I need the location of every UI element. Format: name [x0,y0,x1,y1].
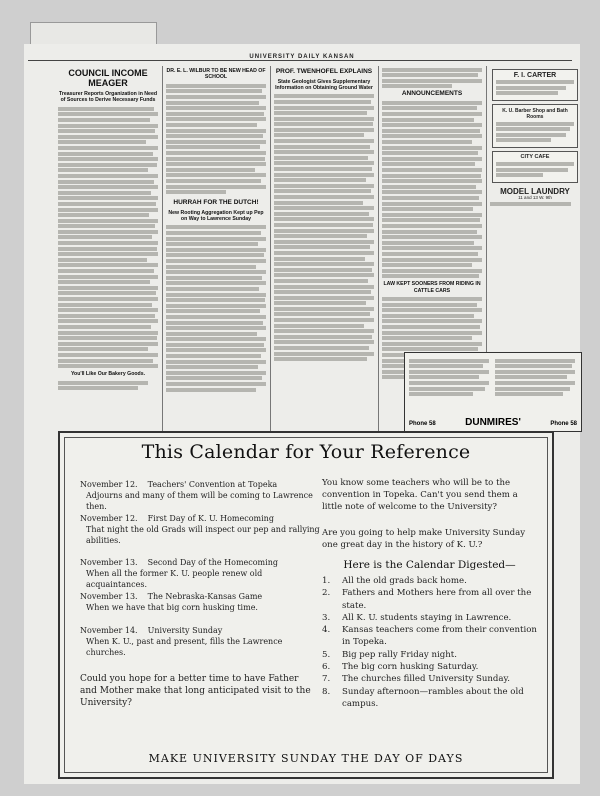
dutch-subhead: New Rooting Aggregation Kept up Pep on Way to Lawrence Sunday [168,209,264,222]
page-tab [30,22,157,45]
calendar-footer: MAKE UNIVERSITY SUNDAY THE DAY OF DAYS [148,752,464,765]
council-subhead: Treasurer Reports Organization in Need of Sources to Derive Necessary Funds [58,91,157,104]
header-rule [28,60,572,61]
council-headline: COUNCIL INCOME MEAGER [68,68,148,88]
column-rule [270,66,271,432]
digest-num: 4. [322,625,331,636]
announcements-body [382,101,482,278]
digest-num: 8. [322,686,331,697]
event-title: The Nebraska-Kansas Game [147,592,263,601]
calendar-event [80,513,320,546]
wilbur-body [166,84,266,194]
twenhofel-headline: PROF. TWENHOFEL EXPLAINS [275,68,373,75]
column-council [58,66,158,432]
column-twenhofel [274,66,374,432]
digest-num: 3. [322,612,331,623]
wilbur-headline: DR. E. L. WILBUR TO BE NEW HEAD OF SCHOOL [166,68,266,81]
event-date: November 13. [80,558,138,567]
twenhofel-subhead: State Geologist Gives Supplementary Information on Obtaining Ground Water [275,78,373,91]
calendar-event [80,557,320,590]
calendar-title: This Calendar for Your Reference [141,441,471,463]
digest-text: Kansas teachers come from their convention in Topeka. [342,625,537,648]
digest-list [322,575,537,710]
digest-item [322,661,537,673]
digest-item [322,686,537,711]
event-title: Second Day of the Homecoming [147,558,278,567]
event-detail: That night the old Grads will inspect our pep and rallying abilities. [86,525,320,545]
digest-title: Here is the Calendar Digested— [343,559,516,571]
column-rule [162,66,163,432]
cafe-title: CITY CAFE [520,153,550,160]
digest-text: All the old grads back home. [342,576,467,586]
bakery-tagline: You'll Like Our Bakery Goods. [70,371,146,378]
digest-text: The churches filled University Sunday. [342,674,510,685]
twenhofel-body [274,94,374,361]
digest-item [322,575,537,587]
digest-num: 1. [322,576,331,586]
event-title: Teachers' Convention at Topeka [147,480,278,489]
digest-num: 6. [322,662,331,673]
digest-item [322,587,537,612]
laundry-address: 11 and 13 W. 9th [518,194,552,200]
event-date: November 13. [80,592,138,601]
barber-title: K. U. Barber Shop and Bath Rooms [502,107,568,120]
event-date: November 12. [80,480,138,489]
dutch-body [166,225,266,391]
digest-text: All K. U. students staying in Lawrence. [342,612,512,623]
cafe-ad [492,151,578,183]
announce-top [382,68,482,89]
digest-text: Big pep rally Friday night. [342,649,457,660]
calendar-university-sunday-note: Are you going to help make University Sunday one great day in the history of K. U.? [322,528,526,550]
dunmires-ad [404,352,582,432]
digest-text: Sunday afternoon—rambles about the old campus. [342,686,524,709]
calendar-event [80,591,320,613]
digest-item [322,624,537,649]
masthead: UNIVERSITY DAILY KANSAN [249,54,355,60]
event-detail: Adjourns and many of them will be coming to Lawrence then. [86,491,313,511]
column-wilbur [166,66,266,432]
barber-ad [492,104,578,148]
event-title: First Day of K. U. Homecoming [147,514,274,523]
dunmires-phone-right: Phone 58 [550,421,577,427]
council-body [58,107,158,368]
event-detail: When all the former K. U. people renew old acquaintances. [86,569,263,589]
digest-item [322,673,537,685]
laundry-title: MODEL LAUNDRY [500,186,570,196]
carter-title: F. I. CARTER [513,72,557,79]
digest-num: 7. [322,674,331,685]
sooners-headline: LAW KEPT SOONERS FROM RIDING IN CATTLE CARS [383,281,481,294]
digest-text: The big corn husking Saturday. [342,662,479,673]
event-detail: When K. U., past and present, fills the Lawrence churches. [86,637,283,657]
bakery-body [58,381,158,391]
digest-num: 2. [322,588,331,599]
event-date: November 14. [80,626,138,635]
announcements-headline: ANNOUNCEMENTS [401,90,463,98]
digest-item [322,649,537,661]
carter-ad [492,69,578,101]
dutch-headline: HURRAH FOR THE DUTCH! [173,199,259,207]
dunmires-title: DUNMIRES' [465,417,521,428]
event-detail: When we have that big corn husking time. [86,603,258,612]
calendar-event [80,479,320,512]
column-rule [378,66,379,432]
event-title: University Sunday [147,626,223,635]
calendar-event [80,625,320,658]
digest-num: 5. [322,649,331,660]
calendar-teachers-note: You know some teachers who will be to the convention in Topeka. Can't you send them a little note of welcome to the University? [322,478,518,512]
event-date: November 12. [80,514,138,523]
calendar-ad [58,431,554,779]
calendar-closing: Could you hope for a better time to have Father and Mother make that long anticipated visit to the University? [80,674,311,708]
digest-item [322,612,537,624]
dunmires-phone-left: Phone 58 [409,421,436,427]
laundry-ad [490,186,580,206]
digest-text: Fathers and Mothers here from all over the state. [342,588,532,611]
